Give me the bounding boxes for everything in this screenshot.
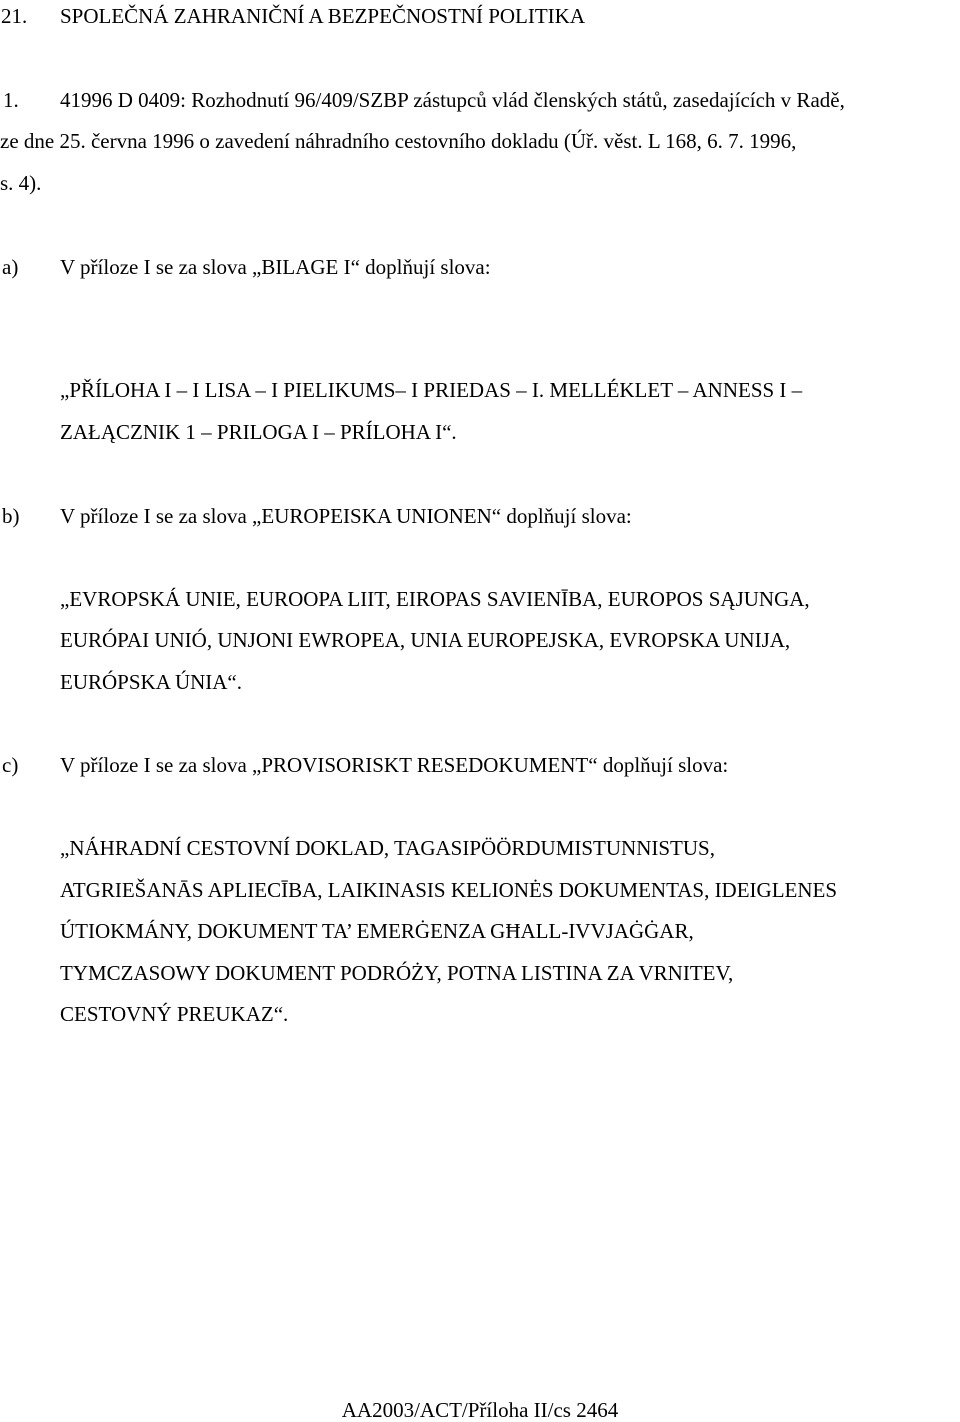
subitem-a-text: V příloze I se za slova „BILAGE I“ doplňují slova: <box>60 255 491 279</box>
subitem-a-quote-line-2: ZAŁĄCZNIK 1 – PRILOGA I – PRÍLOHA I“. <box>60 420 457 444</box>
subitem-b-quote-line-1: „EVROPSKÁ UNIE, EUROOPA LIIT, EIROPAS SAVIENĪBA, EUROPOS SĄJUNGA, <box>60 587 810 611</box>
subitem-b-quote-line-3: EURÓPSKA ÚNIA“. <box>60 670 243 694</box>
subitem-b-quote-line-2: EURÓPAI UNIÓ, UNJONI EWROPEA, UNIA EUROPEJSKA, EVROPSKA UNIJA, <box>60 628 791 652</box>
subitem-a-quote-line-1: „PŘÍLOHA I – I LISA – I PIELIKUMS– I PRIEDAS – I. MELLÉKLET – ANNESS I – <box>60 378 803 402</box>
item-1-number: 1. <box>3 88 19 112</box>
subitem-c-quote-line-2: ATGRIEŠANĀS APLIECĪBA, LAIKINASIS KELIONĖS DOKUMENTAS, IDEIGLENES <box>60 878 838 902</box>
subitem-b-text: V příloze I se za slova „EUROPEISKA UNIONEN“ doplňují slova: <box>60 504 632 528</box>
item-1-line-1: 41996 D 0409: Rozhodnutí 96/409/SZBP zástupců vlád členských států, zasedajících v Radě, <box>60 88 845 112</box>
subitem-c-quote-line-4: TYMCZASOWY DOKUMENT PODRÓŻY, POTNA LISTINA ZA VRNITEV, <box>60 961 734 985</box>
page-footer: AA2003/ACT/Příloha II/cs 2464 <box>341 1398 619 1422</box>
subitem-c-quote-line-5: CESTOVNÝ PREUKAZ“. <box>60 1002 289 1026</box>
subitem-b-label: b) <box>2 504 20 528</box>
subitem-c-quote-line-1: „NÁHRADNÍ CESTOVNÍ DOKLAD, TAGASIPÖÖRDUMISTUNNISTUS, <box>60 836 715 860</box>
item-1-line-2: ze dne 25. června 1996 o zavedení náhradního cestovního dokladu (Úř. věst. L 168, 6. 7. 1996, <box>0 129 797 153</box>
subitem-a-label: a) <box>2 255 19 279</box>
subitem-c-quote-line-3: ÚTIOKMÁNY, DOKUMENT TA’ EMERĠENZA GĦALL-IVVJAĠĠAR, <box>60 919 694 943</box>
section-title: SPOLEČNÁ ZAHRANIČNÍ A BEZPEČNOSTNÍ POLITIKA <box>60 4 586 28</box>
subitem-c-text: V příloze I se za slova „PROVISORISKT RESEDOKUMENT“ doplňují slova: <box>60 753 729 777</box>
subitem-c-label: c) <box>2 753 19 777</box>
item-1-line-3: s. 4). <box>0 171 42 195</box>
section-number: 21. <box>1 4 28 28</box>
